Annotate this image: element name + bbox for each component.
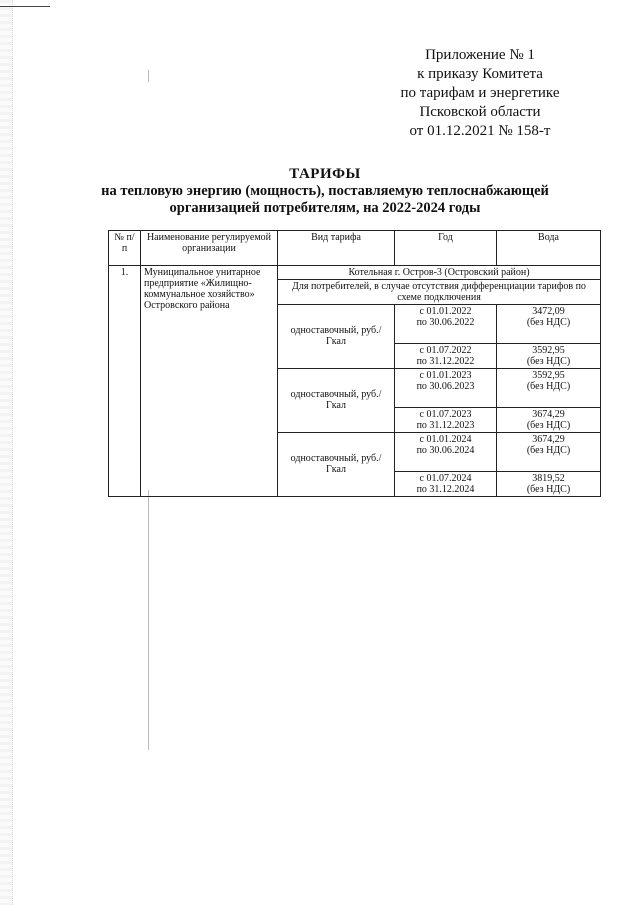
tariff-value: 3592,95 (532, 344, 565, 356)
header-line: от 01.12.2021 № 158-т (409, 123, 551, 139)
tariff-value-cell (497, 407, 601, 432)
header-line: к приказу Комитета (417, 66, 543, 82)
vat-note: (без НДС) (526, 317, 571, 328)
period-cell (395, 432, 497, 471)
period-to: по 30.06.2024 (416, 444, 475, 456)
organization-name: Муниципальное унитарное предприятие «Жилищно-коммунальное хозяйство» Островского района (141, 266, 278, 497)
period-from: с 01.07.2023 (419, 408, 472, 420)
vat-note: (без НДС) (526, 444, 571, 456)
tariff-table (108, 230, 601, 497)
period-cell (395, 471, 497, 496)
period-cell (395, 407, 497, 432)
document-end-line (337, 496, 374, 497)
tariff-value: 3592,95 (532, 369, 565, 381)
vat-note: (без НДС) (526, 355, 571, 367)
header-org: Наименование регулируемой организации (141, 231, 278, 266)
tariff-value: 3674,29 (532, 433, 565, 445)
period-to: по 31.12.2023 (416, 419, 475, 431)
title-line: на тепловую энергию (мощность), поставляемую теплоснабжающей (101, 183, 549, 199)
header-line: Псковской области (419, 104, 541, 120)
header-kind: Вид тарифа (278, 231, 395, 266)
period-from: с 01.07.2024 (419, 472, 472, 484)
header-num: № п/п (109, 231, 141, 266)
tariff-kind: одноставочный, руб./Гкал (278, 368, 395, 432)
period-from: с 01.01.2023 (419, 369, 472, 381)
period-cell (395, 368, 497, 407)
tariff-value: 3472,09 (532, 306, 565, 317)
table-row (109, 266, 601, 280)
scan-artifact (148, 490, 149, 750)
period-from: с 01.01.2022 (419, 306, 472, 317)
document-title (80, 165, 570, 217)
header-water: Вода (497, 231, 601, 266)
scan-top-mark (0, 6, 50, 7)
header-line: по тарифам и энергетике (400, 85, 560, 101)
tariff-kind: одноставочный, руб./Гкал (278, 305, 395, 369)
vat-note: (без НДС) (526, 380, 571, 392)
title-line: организацией потребителям, на 2022-2024 годы (169, 200, 481, 216)
period-cell (395, 305, 497, 344)
row-number: 1. (109, 266, 141, 497)
tariff-value-cell (497, 343, 601, 368)
period-to: по 30.06.2023 (416, 380, 475, 392)
tariff-value-cell (497, 432, 601, 471)
tariff-value: 3819,52 (532, 472, 565, 484)
tariff-value-cell (497, 305, 601, 344)
consumers-note: Для потребителей, в случае отсутствия дифференциации тарифов по схеме подключения (278, 280, 601, 305)
scan-artifact (148, 70, 149, 82)
period-to: по 31.12.2022 (416, 355, 475, 367)
period-from: с 01.07.2022 (419, 344, 472, 356)
tariff-value-cell (497, 471, 601, 496)
title-line: ТАРИФЫ (289, 166, 361, 182)
appendix-header (360, 46, 600, 141)
tariff-value: 3674,29 (532, 408, 565, 420)
tariff-kind: одноставочный, руб./Гкал (278, 432, 395, 496)
period-to: по 30.06.2022 (416, 317, 475, 328)
header-year: Год (395, 231, 497, 266)
period-to: по 31.12.2024 (416, 483, 475, 495)
table-header-row (109, 231, 601, 266)
tariff-value-cell (497, 368, 601, 407)
scan-edge (0, 0, 13, 905)
period-from: с 01.01.2024 (419, 433, 472, 445)
vat-note: (без НДС) (526, 419, 571, 431)
vat-note: (без НДС) (526, 483, 571, 495)
header-line: Приложение № 1 (425, 47, 535, 63)
period-cell (395, 343, 497, 368)
boiler-name: Котельная г. Остров-3 (Островский район) (278, 266, 601, 280)
